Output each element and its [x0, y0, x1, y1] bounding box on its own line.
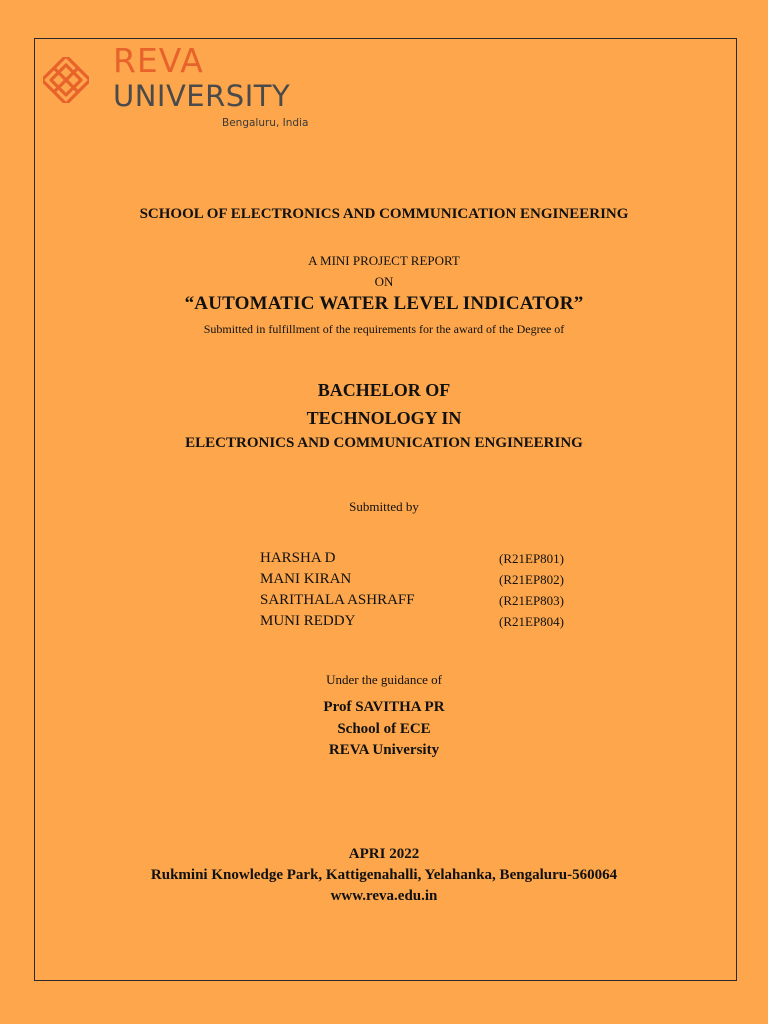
submitted-by-label: Submitted by — [349, 499, 419, 514]
report-on: ON — [374, 274, 394, 289]
report-date: APRI 2022 — [348, 846, 420, 862]
logo-reva-text: REVA — [113, 41, 204, 80]
degree-line-1: BACHELOR OF — [317, 380, 451, 400]
member-reg-number: (R21EP801) — [499, 551, 564, 566]
member-row — [260, 569, 590, 590]
logo-location: Bengaluru, India — [222, 117, 309, 129]
guide-school: School of ECE — [337, 721, 431, 737]
university-website: www.reva.edu.in — [330, 888, 438, 904]
member-reg-number: (R21EP802) — [499, 572, 564, 587]
member-name: MANI KIRAN — [260, 571, 352, 587]
member-name: SARITHALA ASHRAFF — [260, 592, 415, 608]
member-row — [260, 590, 590, 611]
member-name: HARSHA D — [260, 550, 336, 566]
member-reg-number: (R21EP804) — [499, 614, 564, 629]
member-row — [260, 548, 590, 569]
university-address: Rukmini Knowledge Park, Kattigenahalli, Yelahanka, Bengaluru-560064 — [150, 867, 618, 883]
guidance-label: Under the guidance of — [326, 672, 442, 687]
member-reg-number: (R21EP803) — [499, 593, 564, 608]
reva-knot-logo-icon — [38, 52, 94, 108]
guide-name: Prof SAVITHA PR — [323, 699, 445, 715]
member-row — [260, 611, 590, 632]
report-type: A MINI PROJECT REPORT — [308, 253, 460, 268]
school-heading: SCHOOL OF ELECTRONICS AND COMMUNICATION ENGINEERING — [139, 206, 629, 222]
logo-university-text: UNIVERSITY — [113, 79, 291, 113]
degree-line-3: ELECTRONICS AND COMMUNICATION ENGINEERING — [185, 435, 583, 451]
guide-university: REVA University — [328, 742, 440, 758]
member-list — [260, 548, 590, 632]
fulfillment-statement: Submitted in fulfillment of the requirements for the award of the Degree of — [203, 322, 565, 336]
degree-line-2: TECHNOLOGY IN — [306, 408, 462, 428]
report-title: “AUTOMATIC WATER LEVEL INDICATOR” — [184, 293, 584, 314]
member-name: MUNI REDDY — [260, 613, 356, 629]
